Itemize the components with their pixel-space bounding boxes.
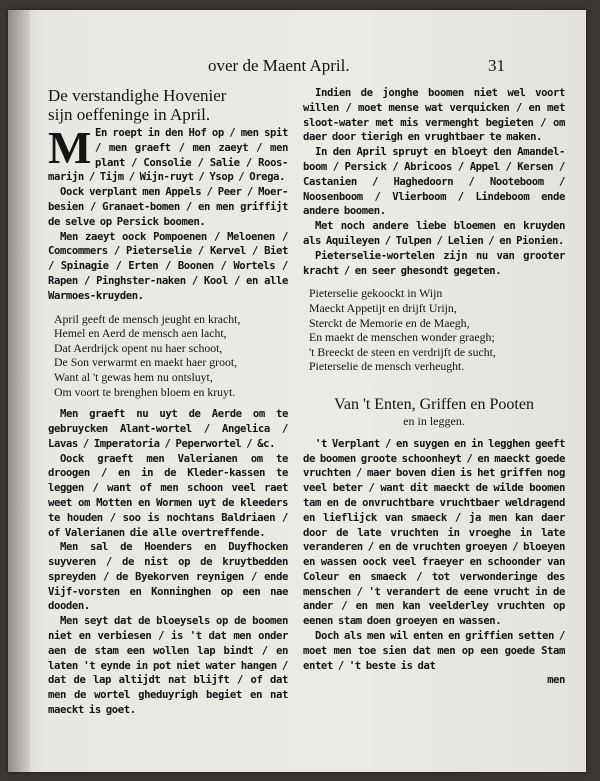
verse-line: Om voort te brenghen bloem en kruyt. xyxy=(54,384,236,399)
paragraph: Met noch andere liebe bloemen en kruyden als Aquileyen / Tulpen / Lelien / en Pionien. xyxy=(303,220,565,247)
section-subheading: en in leggen. xyxy=(403,413,465,428)
verse xyxy=(54,312,288,400)
verse-line: De Son verwarmt en maekt haer groot, xyxy=(54,355,238,370)
paragraph: 't Verplant / en suygen en in legghen geeft de boomen groote schoonheyt / en maeckt goede vruchten / maer boven dien is het griffen nog veel beter / want dit maeckt de wilde boomen tam en de onvruchtbare vruchtbaer weldragend en lieflijck van smaeck / ja men kan daer door de late vruchten in vroeghe in late veranderen / en de vruchten groeyen / bloeyen en wassen oock veel fraeyer en schoonder van Coleur en smaeck / tot verwonderinge des menschen / 't verandert de eene vrucht in de ander / en men kan veelderley vruchten op eenen stam doen groeyen en wassen. xyxy=(303,437,566,628)
left-column xyxy=(48,86,288,718)
running-title: over de Maent April. xyxy=(208,56,350,75)
paragraph: Men zaeyt oock Pompoenen / Meloenen / Comcommers / Pieterselie / Kervel / Biet / Spinagie / Erten / Boonen / Wortels / Rapen / Pinghster-naken / Kool / en alle Warmoes-kruyden. xyxy=(48,230,288,302)
paragraph: Men graeft nu uyt de Aerde om te gebruycken Alant-wortel / Angelica / Lavas / Imperatoria / Peperwortel / &c. xyxy=(48,408,288,450)
verse-line: Sterckt de Memorie en de Maegh, xyxy=(309,315,470,330)
paragraph: Indien de jonghe boomen niet wel voort willen / moet mense wat verquicken / en met sloot-water met mis vermenght begieten / om daer door tierigh en vrughtbaer te maken. xyxy=(303,87,565,144)
right-column xyxy=(303,86,565,688)
verse-line: Pieterselie de mensch verheught. xyxy=(309,359,465,374)
verse-line: Dat Aerdrijck opent nu haer schoot, xyxy=(54,340,223,355)
verse-line: Pieterselie gekoockt in Wijn xyxy=(309,286,443,301)
verse-line: Maeckt Appetijt en drijft Urijn, xyxy=(309,300,457,315)
page-number: 31 xyxy=(488,56,505,75)
paragraph: Oock verplant men Appels / Peer / Moer-besien / Granaet-bomen / en men griffijt de selve op Persick boomen. xyxy=(48,186,288,228)
paragraph: Men sal de Hoenders en Duyfhocken suyveren / de nist op de kruytbedden spreyden / de Byekorven reynigen / ende Vijf-vorsten en Konninghen op een nae dooden. xyxy=(48,541,288,613)
chapter-heading-line1: De verstandighe Hovenier xyxy=(48,86,227,105)
book-page xyxy=(8,10,586,772)
chapter-heading xyxy=(48,86,288,124)
verse-line: En maekt de menschen wonder graegh; xyxy=(309,330,495,345)
verse-line: Hemel en Aerd de mensch aen lacht, xyxy=(54,326,227,341)
section-heading: Van 't Enten, Griffen en Pooten xyxy=(334,395,534,413)
paragraph xyxy=(48,122,288,185)
verse-line: April geeft de mensch jeught en kracht, xyxy=(54,311,241,326)
catchword: men xyxy=(547,674,565,687)
paragraph-text: En roept in den Hof op / men spit / men graeft / men zaeyt / men plant / Consolie / Salie / Roos-marijn / Tijm / Wijn-ruyt / Ysop / Orega. xyxy=(48,127,288,184)
paragraph: Pieterselie-wortelen zijn nu van grooter kracht / en seer ghesondt gegeten. xyxy=(303,249,565,277)
paragraph: In den April spruyt en bloeyt den Amandel-boom / Persick / Abricoos / Appel / Kersen / Castanien / Haghedoorn / Nooteboom / Noosenboom / Vlierboom / Lindeboom ende andere boomen. xyxy=(303,146,565,218)
paragraph: Oock graeft men Valerianen om te droogen / en in de Kleder-kassen te leggen / want of men schoon veel raet weet om Motten en Wormen uyt de kleeders te houden / soo is nochtans Baldriaen / of Valerianen die alle overtreffende. xyxy=(48,452,288,539)
drop-capital: M xyxy=(48,122,92,173)
verse-line: 't Breeckt de steen en verdrijft de sucht, xyxy=(309,344,496,359)
paragraph: Men seyt dat de bloeysels op de boomen niet en verbiesen / is 't dat men onder aen de stam een wollen lap bindt / en laten 't eynde in pot niet water hangen / dat de lap altijdt nat blijft / of dat men de wortel gheduyrigh begiet en nat maeckt is goet. xyxy=(48,615,288,717)
verse-line: Want al 't gewas hem nu ontsluyt, xyxy=(54,369,213,384)
verse xyxy=(309,286,565,374)
chapter-heading-line2: sijn oeffeninge in April. xyxy=(48,105,211,124)
paragraph: Doch als men wil enten en griffien setten / moet men toe sien dat men op een goede Stam entet / 't beste is dat xyxy=(303,630,565,672)
page-gutter-shadow xyxy=(8,10,30,772)
